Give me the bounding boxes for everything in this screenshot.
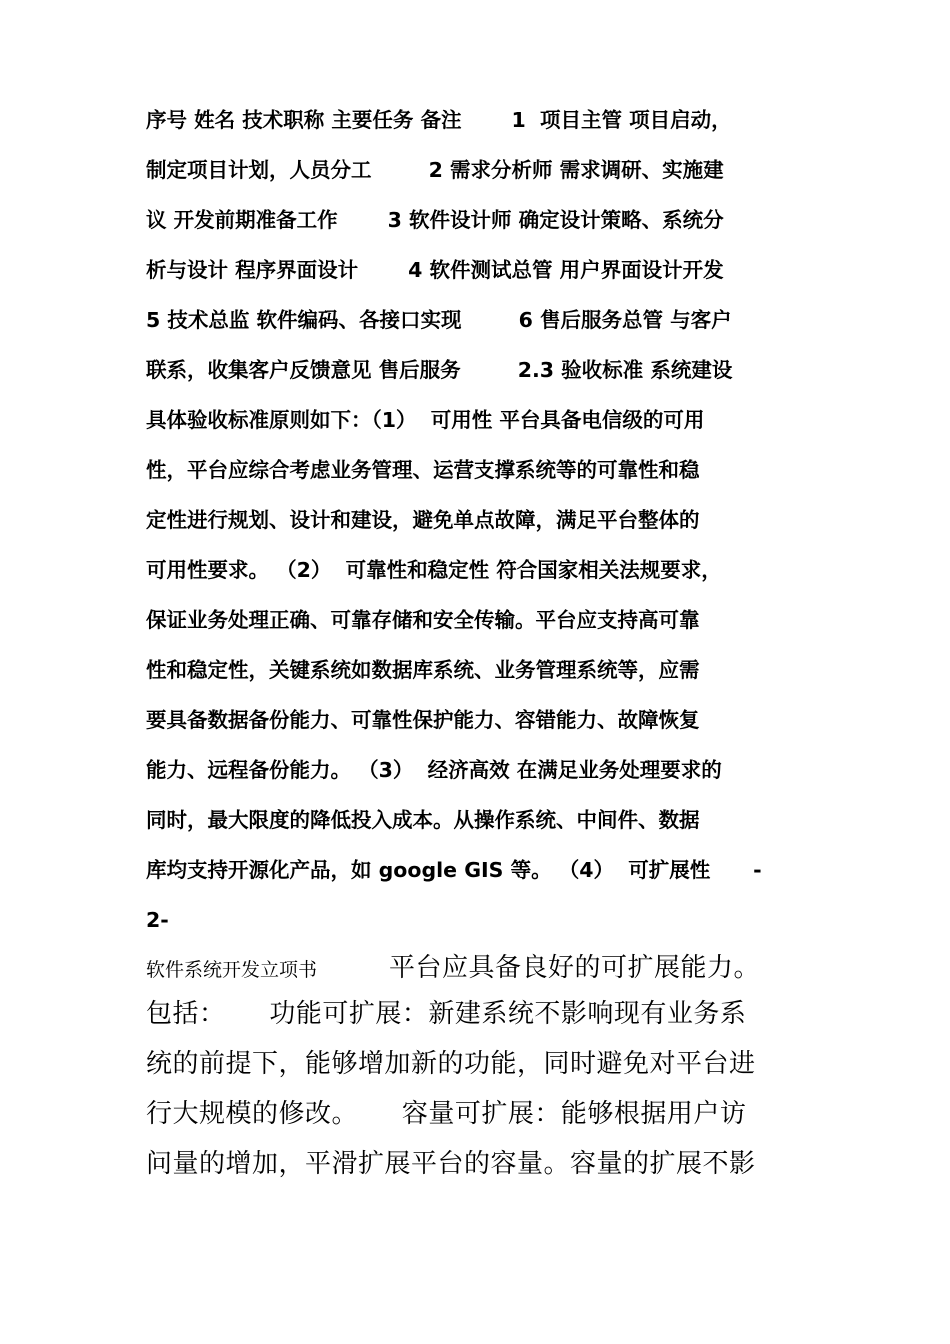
text-line: 同时，最大限度的降低投入成本。从操作系统、中间件、数据 xyxy=(146,808,700,832)
document-title: 软件系统开发立项书 xyxy=(146,959,318,981)
text-line: 议 开发前期准备工作 3 软件设计师 确定设计策略、系统分 xyxy=(146,208,724,232)
text-line: 问量的增加，平滑扩展平台的容量。容量的扩展不影 xyxy=(146,1149,756,1179)
text-line: 包括： 功能可扩展：新建系统不影响现有业务系 xyxy=(146,999,747,1029)
text-line: 制定项目计划，人员分工 2 需求分析师 需求调研、实施建 xyxy=(146,158,724,182)
text-line: 联系，收集客户反馈意见 售后服务 2.3 验收标准 系统建设 xyxy=(146,358,733,382)
page-number: 2- xyxy=(146,908,169,932)
text-line: 定性进行规划、设计和建设，避免单点故障，满足平台整体的 xyxy=(146,508,700,532)
text-line: 行大规模的修改。 容量可扩展：能够根据用户访 xyxy=(146,1099,747,1129)
text-line: 要具备数据备份能力、可靠性保护能力、容错能力、故障恢复 xyxy=(146,708,700,732)
text-line: 性和稳定性，关键系统如数据库系统、业务管理系统等，应需 xyxy=(146,658,700,682)
text-line: 析与设计 程序界面设计 4 软件测试总管 用户界面设计开发 xyxy=(146,258,724,282)
text-line: 序号 姓名 技术职称 主要任务 备注 1 项目主管 项目启动， xyxy=(146,108,732,132)
paragraph-start: 平台应具备良好的可扩展能力。 xyxy=(389,953,761,983)
text-line: 可用性要求。 （2） 可靠性和稳定性 符合国家相关法规要求， xyxy=(146,558,722,582)
text-line: 5 技术总监 软件编码、各接口实现 6 售后服务总管 与客户 xyxy=(146,308,732,332)
text-line: 性，平台应综合考虑业务管理、运营支撑系统等的可靠性和稳 xyxy=(146,458,700,482)
text-line: 库均支持开源化产品，如 google GIS 等。 （4） 可扩展性 - xyxy=(146,858,762,882)
text-line: 能力、远程备份能力。 （3） 经济高效 在满足业务处理要求的 xyxy=(146,758,722,782)
text-line: 保证业务处理正确、可靠存储和安全传输。平台应支持高可靠 xyxy=(146,608,700,632)
text-line: 统的前提下，能够增加新的功能，同时避免对平台进 xyxy=(146,1049,756,1079)
text-line: 具体验收标准原则如下：（1） 可用性 平台具备电信级的可用 xyxy=(146,408,705,432)
section-header-line xyxy=(146,952,760,986)
